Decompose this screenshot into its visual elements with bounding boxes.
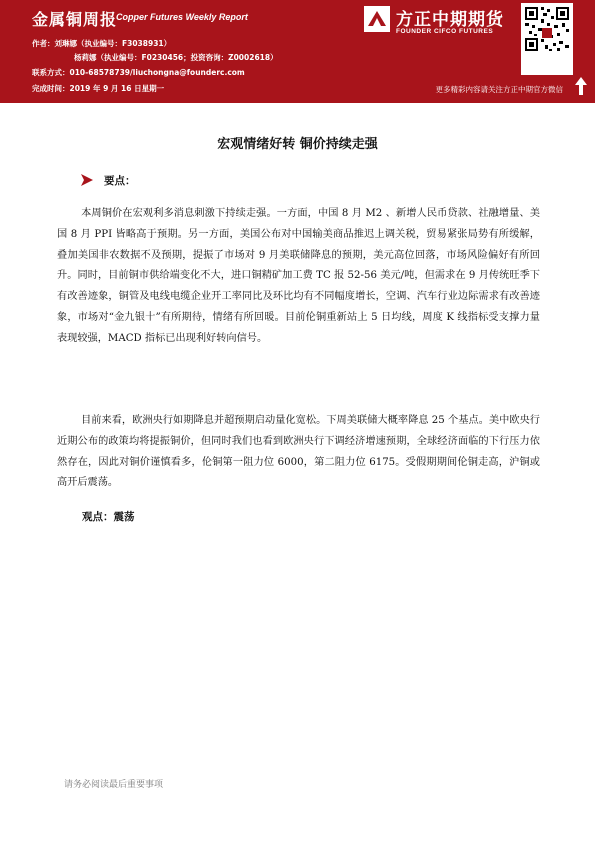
follow-wechat-text: 更多精彩内容请关注方正中期官方微信 [435,85,563,94]
company-name-en: FOUNDER CIFCO FUTURES [396,28,494,35]
arrow-up-icon [574,76,588,96]
paragraph-1-text: 本周铜价在宏观利多消息刺激下持续走强。一方面，中国 8 月 M2 、新增人民币贷款、社融增量、美国 8 月 PPI 皆略高于预期。另一方面，美国公布对中国输美商品推迟上调关税，贸易紧张局势有所缓解，叠加美国非农数据不及预期，提振了市场对 9 月美联储降息的预期，美元高位回落，市场风险偏好有所回升。同时，目前铜市供给端变化不大，进口铜精矿加工费 TC 报 52-56 美元/吨，但需求在 9 月传统旺季下有改善迹象，铜管及电线电缆企业开工率同比及环比均有不同幅度增长，空调、汽车行业边际需求有改善迹象，市场对“金九银十”有所期待，情绪有所回暖。目前伦铜重新站上 5 日均线，周度 K 线指标受支撑力量表现较强，MACD 指标已出现利好转向信号。 [57,208,540,344]
report-subtitle: Copper Futures Weekly Report [116,12,248,22]
section-heading: 要点： [104,175,136,187]
date-line: 完成时间：2019 年 9 月 16 日星期一 [32,84,165,93]
contact-line: 联系方式：010-68578739/liuchongna@founderc.com [32,68,245,77]
header-banner [0,0,595,103]
view-conclusion: 观点：震荡 [82,511,135,523]
paragraph-2 [57,411,540,494]
paragraph-2-text: 目前来看，欧洲央行如期降息并超预期启动量化宽松。下周美联储大概率降息 25 个基点。美中欧央行近期公布的政策均将提振铜价，但同时我们也看到欧洲央行下调经济增速预期，全球经济面临的下行压力依然存在，因此对铜价谨慎看多，伦铜第一阻力位 6000，第二阻力位 6175。受假期期间伦铜走高，沪铜或高开后震荡。 [57,415,540,489]
report-title: 金属铜周报 [32,10,118,29]
logo-mark-icon [364,6,390,32]
company-logo [364,4,519,40]
qr-code-icon [521,3,573,75]
paragraph-1 [57,204,540,350]
footer-note: 请务必阅读最后重要事项 [64,780,164,790]
company-name-cn: 方正中期期货 [396,10,504,30]
bullet-icon [80,173,94,187]
author-line-1: 作者：刘琳娜（执业编号：F3038931） [32,39,172,48]
author-line-2: 杨莉娜（执业编号：F0230456；投资咨询：Z0002618） [74,53,278,62]
document-title: 宏观情绪好转 铜价持续走强 [217,137,378,152]
